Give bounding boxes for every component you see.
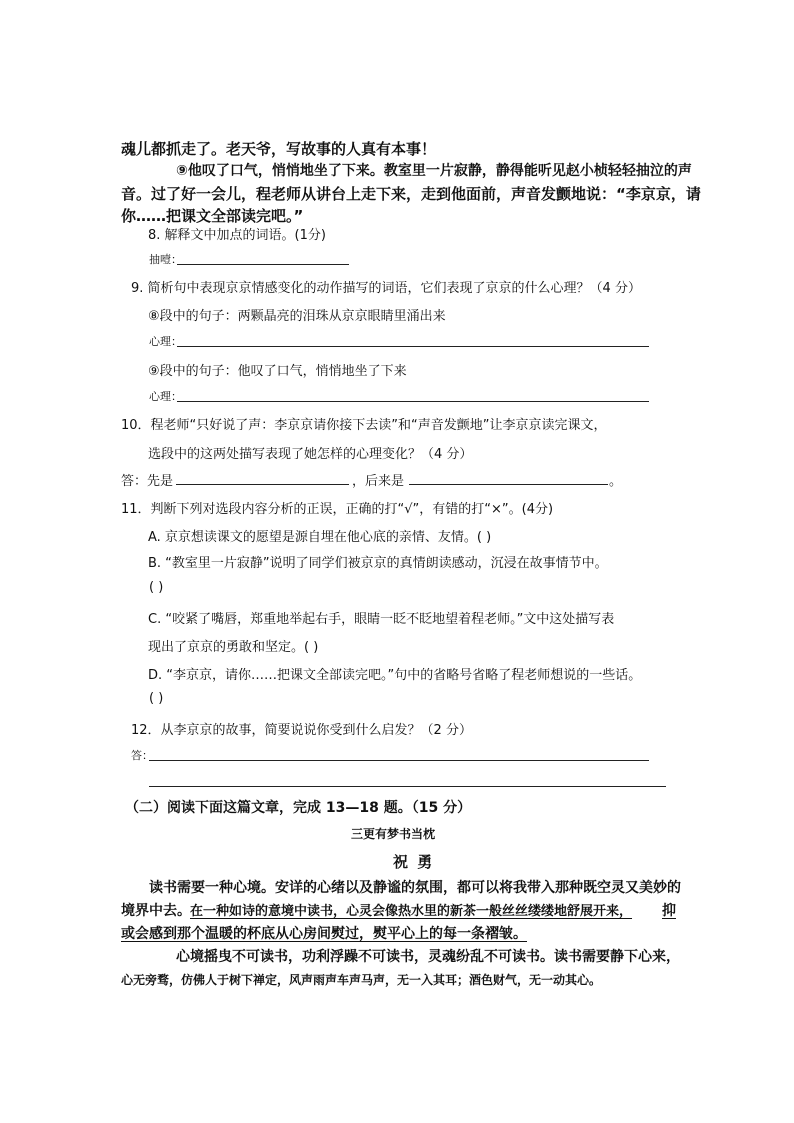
- answer-blank[interactable]: [177, 401, 649, 402]
- answer-blank[interactable]: [149, 760, 649, 761]
- answer-end: 。: [609, 474, 623, 489]
- option-b-blank[interactable]: ( ): [149, 580, 164, 595]
- answer-blank[interactable]: [176, 484, 349, 485]
- option-d-blank[interactable]: ( ): [149, 691, 164, 706]
- question-11-stem: 11．判断下列对选段内容分析的正误，正确的打“√”，有错的打“×”。(4分): [121, 502, 554, 517]
- option-c: 现出了京京的勇敢和坚定。( ): [148, 640, 319, 655]
- question-10-stem: 选段中的这两处描写表现了她怎样的心理变化？（4 分）: [148, 447, 473, 462]
- article-line: 读书需要一种心境。安详的心绪以及静谧的氛围，都可以将我带入那种既空灵又美妙的: [149, 880, 681, 896]
- passage-line: 魂儿都抓走了。老天爷，写故事的人真有本事！: [121, 140, 437, 158]
- article-line: 心无旁骛，仿佛人于树下禅定，风声雨声车声马声，无一入其耳；酒色财气，无一动其心。: [121, 973, 602, 987]
- answer-mid: ，后来是: [352, 474, 405, 489]
- answer-blank[interactable]: [409, 484, 608, 485]
- option-c: C. “咬紧了嘴唇，郑重地举起右手，眼睛一眨不眨地望着程老师。”文中这处描写表: [148, 612, 615, 627]
- question-12-stem: 12．从李京京的故事，简要说说你受到什么启发？（2 分）: [131, 723, 472, 738]
- question-9-sub2: ⑨段中的句子：他叹了口气，悄悄地坐了下来: [148, 364, 407, 379]
- question-8-stem: 8. 解释文中加点的词语。(1分): [148, 228, 326, 243]
- article-line-underlined: 或会感到那个温暖的杯底从心房间熨过，熨平心上的每一条褶皱。: [121, 926, 527, 942]
- answer-blank[interactable]: [149, 786, 666, 787]
- answer-label: 心理：: [149, 335, 182, 348]
- passage-line: 音。过了好一会儿，程老师从讲台上走下来，走到他面前，声音发颤地说：“李京京，请: [121, 185, 701, 203]
- question-10-stem: 10．程老师“只好说了声：李京京请你接下去读”和“声音发颤地”让李京京读完课文，: [121, 418, 607, 433]
- section-heading: （二）阅读下面这篇文章，完成 13—18 题。（15 分）: [125, 800, 472, 816]
- article-line: 境界中去。: [121, 903, 191, 919]
- article-line: 心境摇曳不可读书，功利浮躁不可读书，灵魂纷乱不可读书。读书需要静下心来，: [176, 949, 680, 965]
- passage-line: 你……把课文全部读完吧。”: [121, 207, 304, 225]
- answer-blank[interactable]: [177, 264, 349, 265]
- question-8-word-label: 抽噎：: [149, 253, 182, 266]
- answer-prefix: 答：先是: [121, 474, 174, 489]
- passage-line: ⑨他叹了口气，悄悄地坐了下来。教室里一片寂静，静得能听见赵小桢轻轻抽泣的声: [176, 163, 692, 179]
- article-line-underlined: 抑: [662, 903, 676, 919]
- option-a: A. 京京想读课文的愿望是源自埋在他心底的亲情、友情。( ): [148, 530, 492, 545]
- article-line-underlined: 在一种如诗的意境中读书，心灵会像热水里的新茶一般丝丝缕缕地舒展开来，: [190, 904, 633, 919]
- question-9-sub1: ⑧段中的句子：两颗晶亮的泪珠从京京眼睛里涌出来: [148, 309, 446, 324]
- answer-blank[interactable]: [177, 346, 649, 347]
- answer-label: 答：: [131, 749, 153, 762]
- question-9-stem: 9. 简析句中表现京京情感变化的动作描写的词语，它们表现了京京的什么心理？（4 分）: [131, 281, 641, 296]
- article-author: 祝 勇: [393, 853, 435, 871]
- option-b: B. “教室里一片寂静”说明了同学们被京京的真情朗读感动，沉浸在故事情节中。: [148, 556, 608, 571]
- option-d: D. “李京京，请你……把课文全部读完吧。”句中的省略号省略了程老师想说的一些话。: [148, 668, 642, 683]
- answer-label: 心理：: [149, 390, 182, 403]
- article-title: 三更有梦书当枕: [351, 827, 436, 841]
